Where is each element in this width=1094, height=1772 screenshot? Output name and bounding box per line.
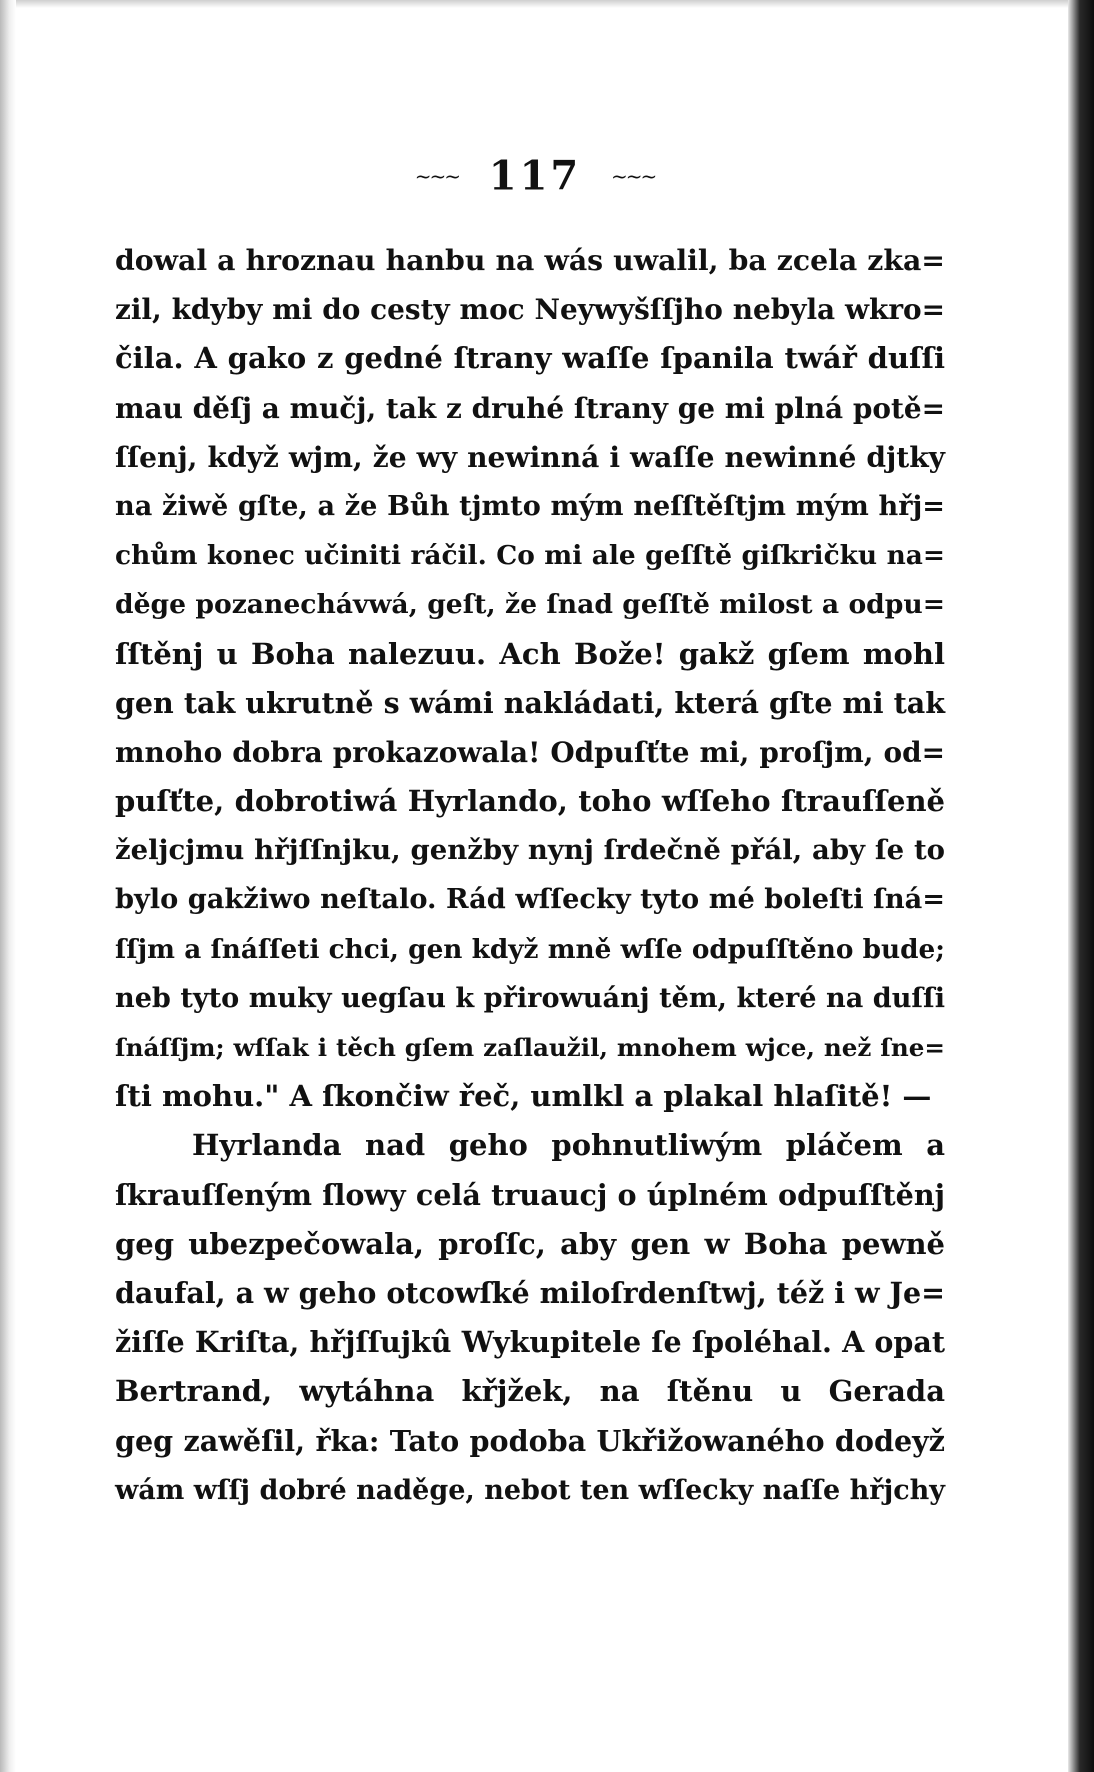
text-line: čila. A gako z gedné ſtrany waſſe ſpanila twář duſſi: [115, 341, 945, 376]
text-line: ſſtěnj u Boha nalezuu. Ach Bože! gakž gſem mohl: [115, 636, 945, 671]
text-line: geg ubezpečowala, proſſc, aby gen w Boha pewně: [115, 1226, 945, 1261]
text-line: zil, kdyby mi do cesty moc Neywyšſſjho nebyla wkro=: [115, 293, 945, 327]
text-line: bylo gakžiwo neſtalo. Rád wſſecky tyto mé boleſti ſná=: [115, 883, 945, 916]
text-line: puſťte, dobrotiwá Hyrlando, toho wſſeho ſtrauſſeně: [115, 784, 945, 819]
text-line: děge pozanechávwá, geſt, že ſnad geſſtě milost a odpu=: [115, 589, 945, 621]
text-line: ſnáſſjm; wſſak i těch gſem zaſlaužil, mnohem wjce, než ſne=: [115, 1033, 945, 1062]
scan-top-edge: [0, 0, 1094, 8]
text-line: na žiwě gſte, a že Bůh tjmto mým neſſtěſtjm mým hřj=: [115, 490, 945, 522]
text-line: Bertrand, wytáhna křjžek, na ſtěnu u Gerada: [115, 1374, 945, 1409]
text-line: ſti mohu." A ſkončiw řeč, umlkl a plakal hlaſitě! —: [115, 1079, 932, 1114]
text-line: gen tak ukrutně s wámi nakládati, která gſte mi tak: [115, 685, 945, 720]
text-line: željcjmu hřjſſnjku, genžby nynj ſrdečně přál, aby ſe to: [115, 834, 945, 867]
text-line: žiſſe Kriſta, hřjſſujkû Wykupitele ſe ſpoléhal. A opat: [115, 1325, 945, 1360]
text-line: ſſjm a ſnáſſeti chci, gen když mně wſſe odpuſſtěno bude;: [115, 933, 945, 965]
text-line: wám wſſj dobré naděge, nebot ten wſſecky naſſe hřjchy: [115, 1474, 945, 1506]
ornament-right: ~~~: [610, 164, 656, 188]
scan-left-edge: [0, 0, 16, 1772]
scan-right-edge: [1068, 0, 1094, 1772]
text-line: geg zawěſil, řka: Tato podoba Ukřižowaného dodeyž: [115, 1423, 945, 1458]
text-line: neb tyto muky uegſau k přirowuánj těm, které na duſſi: [115, 982, 945, 1014]
text-line: Hyrlanda nad geho pohnutliwým pláčem a: [192, 1128, 945, 1163]
text-line: mnoho dobra prokazowala! Odpuſťte mi, proſjm, od=: [115, 735, 945, 769]
text-line: daufal, a w geho otcowſké miloſrdenſtwj, též i w Je=: [115, 1275, 945, 1310]
page-number: 117: [488, 152, 582, 200]
text-line: chům konec učiniti ráčil. Co mi ale geſſtě giſkričku na=: [115, 540, 945, 572]
text-line: ſkrauſſeným ſlowy celá truaucj o úplném odpuſſtěnj: [115, 1177, 945, 1212]
ornament-left: ~~~: [414, 164, 460, 188]
body-text: [115, 236, 945, 1515]
text-line: dowal a hroznau hanbu na wás uwalil, ba zcela zka=: [115, 243, 945, 277]
page-header: [0, 150, 1070, 200]
text-line: mau děſj a mučj, tak z druhé ſtrany ge mi plná potě=: [115, 391, 945, 425]
text-line: ſſenj, když wjm, že wy newinná i waſſe newinné djtky: [115, 440, 945, 474]
